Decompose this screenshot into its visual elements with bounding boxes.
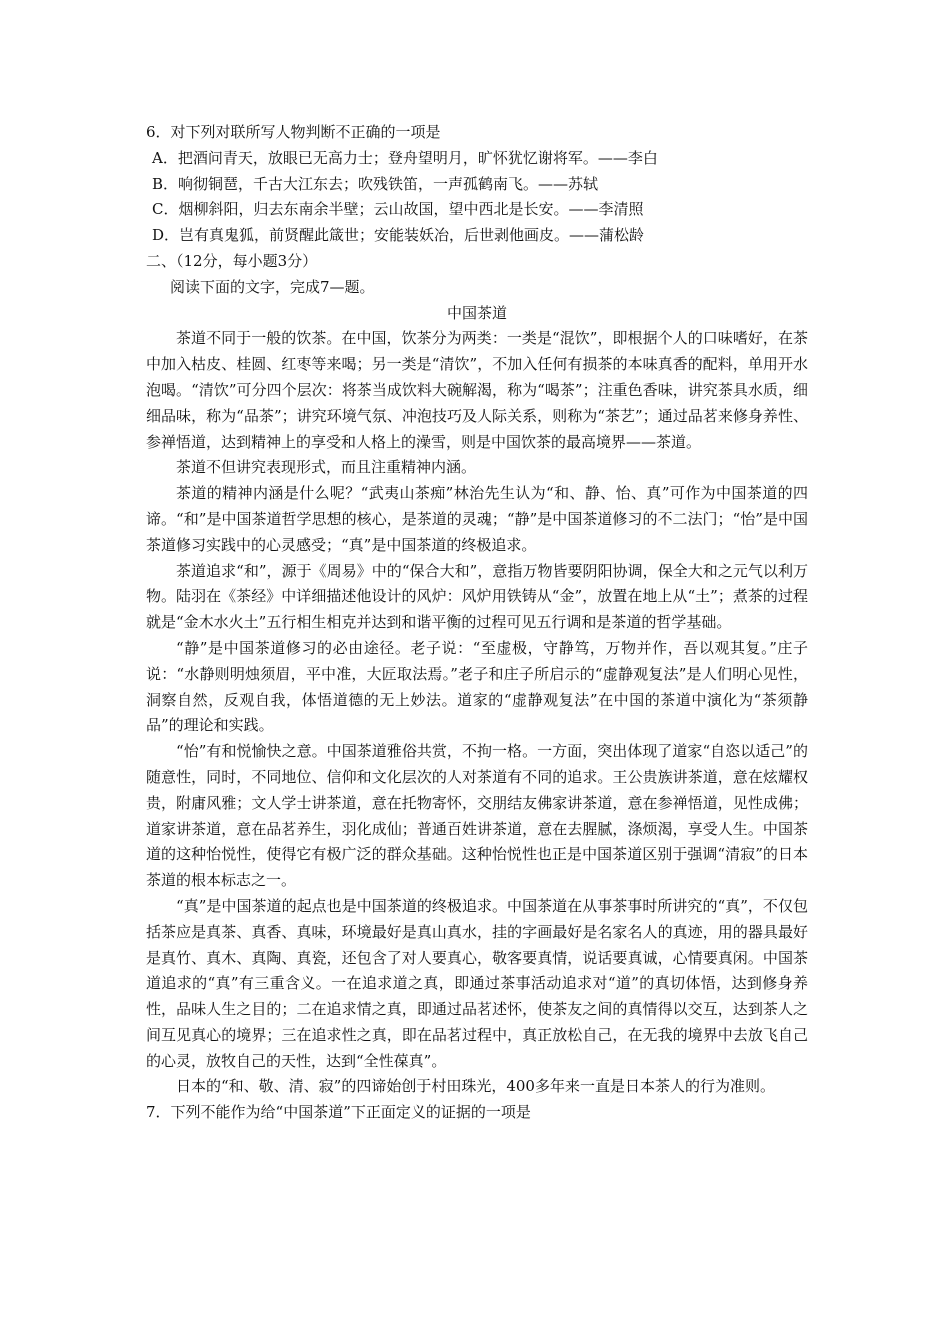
article-paragraph: “真”是中国茶道的起点也是中国茶道的终极追求。中国茶道在从事茶事时所讲究的“真”，不仅包括茶应是真茶、真香、真味，环境最好是真山真水，挂的字画最好是名家名人的真迹，用的器具最好是真竹、真木、真陶、真瓷，还包含了对人要真心，敬客要真情，说话要真诚，心情要真闲。中国茶道追求的“真”有三重含义。一在追求道之真，即通过茶事活动追求对“道”的真切体悟，达到修身养性，品味人生之目的；二在追求情之真，即通过品茗述怀，使茶友之间的真情得以交互，达到茶人之间互见真心的境界；三在追求性之真，即在品茗过程中，真正放松自己，在无我的境界中去放飞自己的心灵，放牧自己的天性，达到“全性葆真”。 [146, 896, 808, 1070]
question-6-option-c: C．烟柳斜阳，归去东南余半壁；云山故国，望中西北是长安。——李清照 [152, 200, 644, 219]
question-6-option-b: B．响彻铜琶，千古大江东去；吹残铁笛，一声孤鹤南飞。——苏轼 [152, 174, 599, 193]
article-paragraph: 茶道不但讲究表现形式，而且注重精神内涵。 [176, 458, 477, 477]
article-title: 中国茶道 [446, 303, 507, 322]
article-paragraph: 茶道不同于一般的饮茶。在中国，饮茶分为两类：一类是“混饮”，即根据个人的口味嗜好，在茶中加入枯皮、桂圆、红枣等来喝；另一类是“清饮”，不加入任何有损茶的本味真香的配料，单用开水泡喝。“清饮”可分四个层次：将茶当成饮料大碗解渴，称为“喝茶”；注重色香味，讲究茶具水质，细细品味，称为“品茶”；讲究环境气氛、冲泡技巧及人际关系，则称为“茶艺”；通过品茗来修身养性、参禅悟道，达到精神上的享受和人格上的澡雪，则是中国饮茶的最高境界——茶道。 [146, 329, 808, 451]
question-6-option-d: D．岂有真鬼狐，前贤醒此箴世；安能装妖冶，后世剥他画皮。——蒲松龄 [152, 226, 645, 245]
question-6-stem: 6．对下列对联所写人物判断不正确的一项是 [146, 123, 441, 141]
section-2-header: 二、（12分，每小题3分） [146, 251, 318, 270]
article-paragraph: 茶道的精神内涵是什么呢？“武夷山茶痴”林治先生认为“和、静、怡、真”可作为中国茶道的四谛。“和”是中国茶道哲学思想的核心，是茶道的灵魂；“静”是中国茶道修习的不二法门；“怡”是中国茶道修习实践中的心灵感受；“真”是中国茶道的终极追求。 [146, 484, 808, 554]
article-paragraph: “静”是中国茶道修习的必由途径。老子说：“至虚极，守静笃，万物并作，吾以观其复。”庄子说：“水静则明烛须眉，平中准，大匠取法焉。”老子和庄子所启示的“虚静观复法”是人们明心见性，洞察自然，反观自我，体悟道德的无上妙法。道家的“虚静观复法”在中国的茶道中演化为“茶须静品”的理论和实践。 [146, 638, 808, 735]
article-paragraph: 茶道追求“和”，源于《周易》中的“保合大和”，意指万物皆要阴阳协调，保全大和之元气以利万物。陆羽在《茶经》中详细描述他设计的风炉：风炉用铁铸从“金”，放置在地上从“土”；煮茶的过程就是“金木水火土”五行相生相克并达到和谐平衡的过程可见五行调和是茶道的哲学基础。 [146, 561, 808, 632]
article-paragraph: 日本的“和、敬、清、寂”的四谛始创于村田珠光，400多年来一直是日本茶人的行为准则。 [176, 1077, 775, 1096]
reading-instruction: 阅读下面的文字，完成7—题。 [170, 277, 375, 296]
article-paragraph: “怡”有和悦愉快之意。中国茶道雅俗共赏，不拘一格。一方面，突出体现了道家“自恣以适己”的随意性，同时，不同地位、信仰和文化层次的人对茶道有不同的追求。王公贵族讲茶道，意在炫耀权贵，附庸风雅；文人学士讲茶道，意在托物寄怀，交朋结友佛家讲茶道，意在参禅悟道，见性成佛；道家讲茶道，意在品茗养生，羽化成仙；普通百姓讲茶道，意在去腥腻，涤烦渴，享受人生。中国茶道的这种怡悦性，使得它有极广泛的群众基础。这种怡悦性也正是中国茶道区别于强调“清寂”的日本茶道的根本标志之一。 [146, 742, 808, 890]
exam-page [146, 120, 808, 1126]
question-7-stem: 7．下列不能作为给“中国茶道”下正面定义的证据的一项是 [146, 1103, 531, 1122]
question-6-option-a: A．把酒问青天，放眼已无高力士；登舟望明月，旷怀犹忆谢将军。——李白 [152, 148, 658, 167]
